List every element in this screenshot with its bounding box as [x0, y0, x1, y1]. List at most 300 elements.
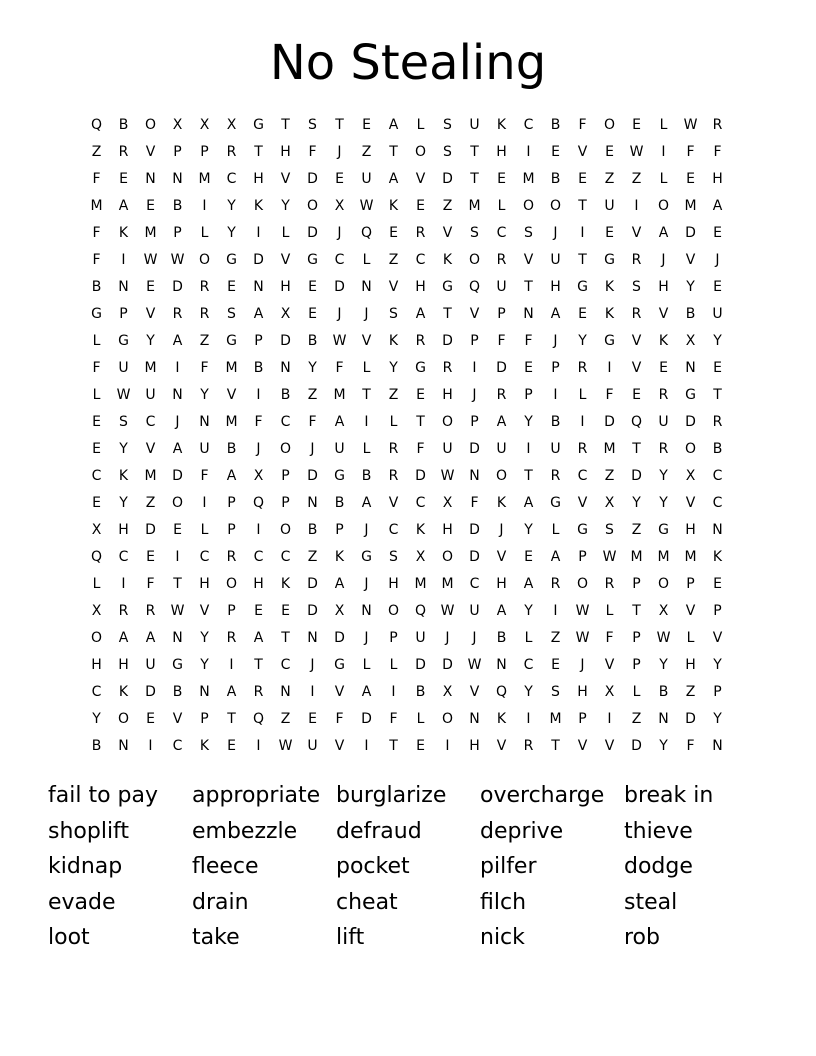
grid-letter: M	[603, 441, 616, 457]
grid-row	[83, 193, 733, 220]
grid-letter: X	[604, 495, 615, 511]
grid-letter: M	[144, 468, 157, 484]
grid-letter: O	[90, 630, 103, 646]
grid-letter: A	[550, 549, 561, 565]
grid-letter: G	[415, 360, 426, 376]
grid-row	[83, 301, 733, 328]
grid-letter: E	[605, 225, 614, 241]
grid-letter: S	[605, 522, 614, 538]
grid-letter: Z	[550, 630, 561, 646]
grid-letter: I	[391, 684, 396, 700]
grid-letter: R	[604, 576, 615, 592]
grid-letter: D	[307, 225, 318, 241]
grid-letter: H	[91, 657, 102, 673]
grid-letter: E	[308, 306, 317, 322]
grid-letter: A	[226, 684, 237, 700]
grid-letter: V	[172, 711, 183, 727]
grid-letter: A	[388, 171, 399, 187]
grid-letter: D	[280, 333, 291, 349]
grid-letter: M	[225, 414, 238, 430]
grid-letter: O	[414, 144, 427, 160]
grid-letter: R	[118, 144, 129, 160]
grid-letter: V	[712, 630, 723, 646]
grid-letter: C	[523, 117, 534, 133]
grid-letter: M	[657, 549, 670, 565]
grid-letter: Q	[360, 225, 373, 241]
grid-letter: R	[226, 630, 237, 646]
grid-letter: Y	[200, 387, 209, 403]
grid-letter: R	[118, 603, 129, 619]
grid-letter: F	[389, 711, 398, 727]
grid-letter: D	[334, 279, 345, 295]
grid-letter: U	[145, 657, 156, 673]
grid-letter: V	[415, 171, 426, 187]
grid-letter: Y	[659, 657, 668, 673]
grid-letter: K	[496, 495, 507, 511]
grid-letter: O	[468, 252, 481, 268]
grid-letter: F	[92, 360, 101, 376]
grid-letter: B	[118, 117, 129, 133]
grid-letter: X	[226, 117, 237, 133]
grid-letter: B	[307, 522, 318, 538]
grid-letter: V	[199, 603, 210, 619]
grid-letter: C	[415, 252, 426, 268]
grid-letter: P	[119, 306, 128, 322]
grid-letter: B	[307, 333, 318, 349]
grid-letter: W	[332, 333, 347, 349]
grid-letter: G	[577, 522, 588, 538]
grid-letter: C	[226, 171, 237, 187]
grid-letter: K	[442, 252, 453, 268]
grid-letter: R	[226, 549, 237, 565]
grid-letter: D	[172, 279, 183, 295]
grid-letter: V	[361, 333, 372, 349]
grid-letter: A	[172, 441, 183, 457]
grid-row	[83, 490, 733, 517]
grid-letter: O	[279, 522, 292, 538]
grid-row	[83, 355, 733, 382]
grid-letter: L	[632, 684, 641, 700]
grid-letter: F	[200, 360, 209, 376]
grid-letter: A	[253, 306, 264, 322]
grid-letter: I	[580, 225, 585, 241]
grid-letter: H	[685, 657, 696, 673]
grid-letter: R	[550, 468, 561, 484]
grid-letter: N	[712, 738, 723, 754]
grid-letter: X	[91, 522, 102, 538]
grid-letter: V	[685, 252, 696, 268]
grid-letter: Z	[307, 387, 318, 403]
grid-row	[83, 112, 733, 139]
grid-letter: B	[712, 441, 723, 457]
grid-letter: A	[523, 576, 534, 592]
grid-letter: F	[686, 738, 695, 754]
grid-letter: I	[607, 711, 612, 727]
grid-letter: A	[523, 495, 534, 511]
word-list-item: embezzle	[192, 818, 298, 844]
grid-letter: Z	[361, 144, 372, 160]
grid-letter: H	[199, 576, 210, 592]
grid-letter: D	[145, 684, 156, 700]
grid-letter: X	[604, 684, 615, 700]
grid-letter: D	[253, 252, 264, 268]
grid-letter: M	[90, 198, 103, 214]
grid-letter: J	[175, 414, 180, 430]
grid-letter: Y	[308, 360, 317, 376]
grid-letter: F	[416, 441, 425, 457]
grid-letter: Y	[389, 360, 398, 376]
grid-letter: B	[361, 468, 372, 484]
grid-letter: A	[334, 576, 345, 592]
grid-letter: P	[632, 657, 641, 673]
grid-letter: H	[658, 279, 669, 295]
grid-letter: G	[577, 279, 588, 295]
word-list-item: deprive	[480, 818, 564, 844]
grid-letter: Z	[604, 468, 615, 484]
grid-letter: P	[578, 711, 587, 727]
grid-letter: B	[172, 198, 183, 214]
grid-letter: D	[469, 441, 480, 457]
word-list-item: lift	[336, 925, 365, 950]
grid-letter: W	[575, 630, 590, 646]
grid-letter: E	[389, 225, 398, 241]
grid-letter: A	[496, 603, 507, 619]
grid-letter: C	[91, 684, 102, 700]
grid-letter: R	[442, 360, 453, 376]
grid-letter: C	[712, 495, 723, 511]
word-list-item: cheat	[336, 889, 398, 915]
grid-letter: U	[496, 441, 507, 457]
grid-letter: Z	[199, 333, 210, 349]
grid-letter: W	[656, 630, 671, 646]
grid-letter: L	[686, 630, 695, 646]
grid-letter: L	[362, 441, 371, 457]
grid-letter: J	[364, 630, 369, 646]
grid-letter: M	[225, 360, 238, 376]
grid-letter: V	[577, 144, 588, 160]
grid-letter: D	[307, 576, 318, 592]
grid-letter: C	[91, 468, 102, 484]
grid-letter: F	[92, 252, 101, 268]
grid-letter: B	[334, 495, 345, 511]
grid-letter: W	[116, 387, 131, 403]
grid-letter: M	[144, 225, 157, 241]
grid-letter: T	[713, 387, 722, 403]
grid-letter: E	[335, 171, 344, 187]
grid-letter: Q	[495, 684, 508, 700]
grid-letter: T	[389, 738, 398, 754]
grid-row	[83, 166, 733, 193]
grid-letter: E	[551, 657, 560, 673]
grid-letter: Y	[713, 711, 722, 727]
grid-letter: P	[632, 630, 641, 646]
grid-letter: X	[415, 549, 426, 565]
grid-letter: E	[713, 279, 722, 295]
grid-letter: T	[632, 603, 641, 619]
grid-letter: A	[658, 225, 669, 241]
grid-letter: Z	[91, 144, 102, 160]
grid-letter: U	[334, 441, 345, 457]
grid-letter: E	[92, 495, 101, 511]
grid-letter: Z	[388, 387, 399, 403]
grid-letter: Z	[388, 252, 399, 268]
grid-letter: Y	[281, 198, 290, 214]
grid-letter: D	[307, 468, 318, 484]
grid-letter: I	[256, 522, 261, 538]
grid-letter: S	[227, 306, 236, 322]
grid-letter: D	[685, 414, 696, 430]
grid-letter: V	[469, 306, 480, 322]
grid-letter: J	[715, 252, 720, 268]
word-list-item: take	[192, 925, 240, 950]
grid-letter: O	[225, 576, 238, 592]
grid-letter: J	[256, 441, 261, 457]
grid-letter: V	[658, 306, 669, 322]
grid-letter: K	[658, 333, 669, 349]
grid-letter: T	[254, 144, 263, 160]
grid-letter: U	[550, 441, 561, 457]
grid-letter: Y	[659, 468, 668, 484]
grid-letter: J	[661, 252, 666, 268]
grid-letter: O	[171, 495, 184, 511]
grid-letter: E	[551, 144, 560, 160]
grid-letter: W	[575, 603, 590, 619]
grid-letter: W	[440, 468, 455, 484]
grid-letter: H	[577, 684, 588, 700]
grid-letter: O	[144, 117, 157, 133]
grid-letter: X	[172, 117, 183, 133]
grid-letter: N	[172, 630, 183, 646]
grid-letter: G	[550, 495, 561, 511]
grid-letter: E	[227, 279, 236, 295]
grid-letter: U	[469, 603, 480, 619]
grid-letter: J	[445, 630, 450, 646]
grid-letter: R	[199, 306, 210, 322]
grid-letter: M	[198, 171, 211, 187]
grid-letter: O	[522, 198, 535, 214]
grid-letter: L	[659, 171, 668, 187]
grid-letter: F	[146, 576, 155, 592]
grid-letter: P	[389, 630, 398, 646]
grid-letter: E	[524, 549, 533, 565]
grid-letter: K	[604, 306, 615, 322]
grid-letter: P	[281, 468, 290, 484]
grid-letter: N	[199, 414, 210, 430]
grid-letter: N	[118, 738, 129, 754]
grid-letter: E	[308, 279, 317, 295]
grid-letter: Y	[146, 333, 155, 349]
grid-letter: F	[92, 171, 101, 187]
grid-letter: P	[632, 576, 641, 592]
grid-letter: J	[337, 144, 342, 160]
grid-letter: P	[686, 576, 695, 592]
grid-letter: B	[496, 630, 507, 646]
grid-letter: B	[172, 684, 183, 700]
grid-letter: Q	[252, 711, 265, 727]
grid-letter: V	[145, 306, 156, 322]
grid-letter: E	[713, 360, 722, 376]
grid-letter: V	[496, 738, 507, 754]
grid-letter: R	[658, 441, 669, 457]
grid-letter: Z	[631, 711, 642, 727]
grid-letter: C	[172, 738, 183, 754]
grid-letter: U	[199, 441, 210, 457]
grid-letter: J	[337, 225, 342, 241]
grid-letter: X	[91, 603, 102, 619]
grid-letter: K	[496, 711, 507, 727]
grid-letter: P	[578, 549, 587, 565]
word-list-item: defraud	[336, 818, 422, 844]
grid-letter: F	[308, 144, 317, 160]
grid-letter: D	[307, 171, 318, 187]
grid-letter: V	[577, 738, 588, 754]
grid-letter: X	[280, 306, 291, 322]
grid-letter: V	[280, 171, 291, 187]
grid-letter: V	[631, 225, 642, 241]
grid-letter: N	[307, 630, 318, 646]
grid-letter: C	[253, 549, 264, 565]
grid-letter: A	[496, 414, 507, 430]
grid-letter: E	[632, 387, 641, 403]
grid-letter: T	[524, 279, 533, 295]
word-list-item: drain	[192, 889, 249, 915]
grid-letter: R	[658, 387, 669, 403]
grid-letter: C	[334, 252, 345, 268]
grid-letter: R	[577, 360, 588, 376]
grid-letter: F	[254, 414, 263, 430]
grid-row	[83, 625, 733, 652]
grid-row	[83, 706, 733, 733]
grid-letter: F	[578, 117, 587, 133]
grid-letter: O	[198, 252, 211, 268]
grid-letter: R	[550, 576, 561, 592]
grid-letter: V	[685, 495, 696, 511]
grid-letter: C	[199, 549, 210, 565]
grid-letter: R	[415, 225, 426, 241]
grid-letter: K	[604, 279, 615, 295]
grid-letter: I	[175, 549, 180, 565]
grid-letter: Y	[200, 630, 209, 646]
grid-letter: G	[334, 657, 345, 673]
grid-letter: E	[173, 522, 182, 538]
grid-letter: H	[253, 576, 264, 592]
grid-letter: T	[362, 387, 371, 403]
grid-letter: B	[550, 117, 561, 133]
grid-letter: F	[605, 387, 614, 403]
word-list-item: thieve	[624, 818, 693, 844]
grid-letter: W	[170, 603, 185, 619]
grid-letter: E	[119, 171, 128, 187]
grid-letter: O	[279, 441, 292, 457]
grid-letter: A	[172, 333, 183, 349]
grid-letter: Z	[604, 171, 615, 187]
grid-letter: R	[712, 414, 723, 430]
grid-letter: I	[121, 576, 126, 592]
word-search-grid	[83, 112, 733, 760]
grid-letter: F	[308, 414, 317, 430]
grid-letter: J	[580, 657, 585, 673]
grid-letter: O	[549, 198, 562, 214]
grid-letter: O	[117, 711, 130, 727]
grid-letter: N	[658, 711, 669, 727]
grid-letter: F	[335, 360, 344, 376]
grid-letter: N	[469, 711, 480, 727]
grid-letter: S	[389, 306, 398, 322]
grid-letter: O	[441, 549, 454, 565]
grid-letter: G	[172, 657, 183, 673]
word-list-item: overcharge	[480, 783, 605, 808]
grid-letter: E	[416, 198, 425, 214]
grid-letter: W	[440, 603, 455, 619]
grid-letter: F	[335, 711, 344, 727]
grid-letter: V	[523, 252, 534, 268]
grid-letter: E	[92, 441, 101, 457]
grid-letter: L	[659, 117, 668, 133]
grid-letter: N	[523, 306, 534, 322]
grid-letter: M	[441, 576, 454, 592]
grid-letter: S	[524, 225, 533, 241]
grid-letter: C	[577, 468, 588, 484]
grid-letter: O	[441, 711, 454, 727]
word-list-item: fleece	[192, 854, 259, 879]
word-list-item: loot	[48, 925, 90, 950]
grid-letter: K	[253, 198, 264, 214]
grid-letter: K	[118, 468, 129, 484]
grid-letter: Y	[524, 684, 533, 700]
grid-letter: I	[364, 414, 369, 430]
grid-letter: T	[632, 441, 641, 457]
grid-letter: W	[467, 657, 482, 673]
grid-letter: M	[684, 198, 697, 214]
word-list-item: break in	[624, 783, 714, 808]
grid-letter: Y	[227, 225, 236, 241]
grid-letter: A	[361, 495, 372, 511]
grid-letter: C	[280, 657, 291, 673]
grid-letter: L	[605, 603, 614, 619]
word-list-item: evade	[48, 889, 116, 915]
grid-letter: Y	[92, 711, 101, 727]
grid-letter: K	[118, 225, 129, 241]
grid-letter: Y	[659, 495, 668, 511]
grid-letter: A	[226, 468, 237, 484]
grid-letter: N	[199, 684, 210, 700]
grid-letter: D	[442, 333, 453, 349]
grid-letter: B	[658, 684, 669, 700]
grid-letter: A	[388, 117, 399, 133]
grid-letter: Q	[252, 495, 265, 511]
grid-letter: H	[388, 576, 399, 592]
grid-letter: G	[226, 333, 237, 349]
grid-letter: V	[145, 144, 156, 160]
grid-letter: Y	[713, 657, 722, 673]
word-list-item: shoplift	[48, 818, 130, 844]
grid-letter: L	[389, 414, 398, 430]
grid-letter: E	[227, 738, 236, 754]
grid-letter: T	[335, 117, 344, 133]
grid-letter: D	[685, 711, 696, 727]
grid-letter: X	[685, 468, 696, 484]
grid-letter: U	[415, 630, 426, 646]
grid-letter: R	[388, 441, 399, 457]
grid-letter: X	[334, 198, 345, 214]
grid-letter: U	[469, 117, 480, 133]
grid-letter: V	[469, 684, 480, 700]
grid-letter: Y	[524, 522, 533, 538]
grid-letter: V	[496, 549, 507, 565]
grid-letter: S	[443, 117, 452, 133]
grid-letter: F	[524, 333, 533, 349]
word-list-item: appropriate	[192, 783, 321, 808]
